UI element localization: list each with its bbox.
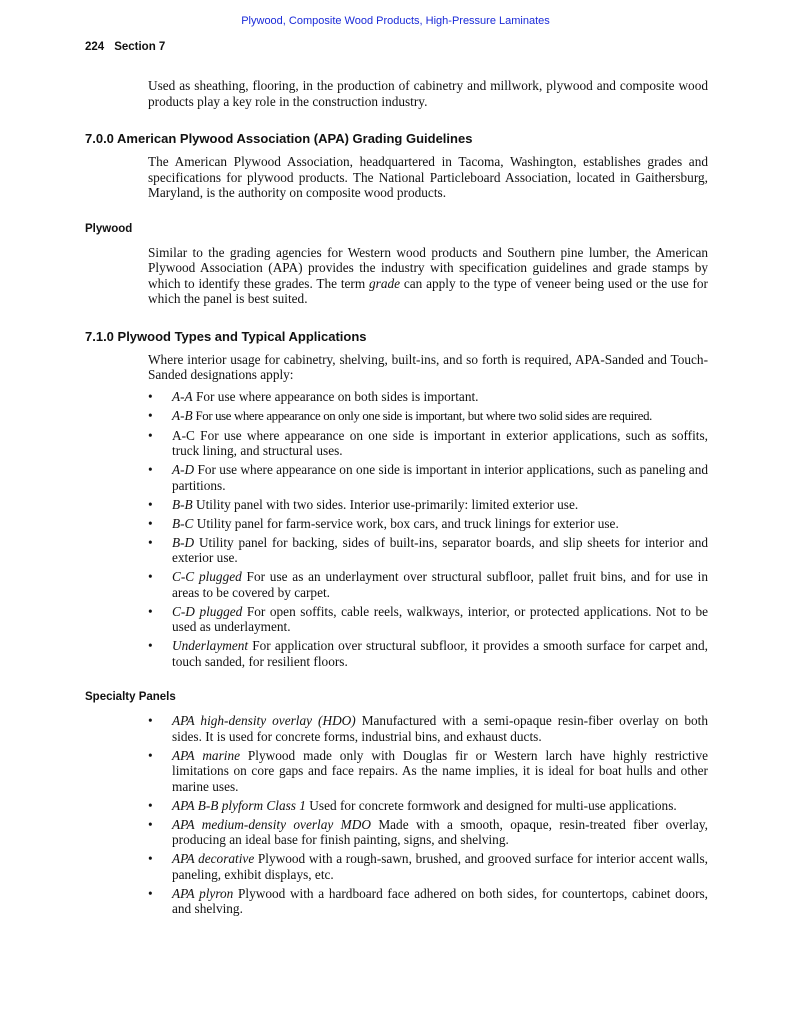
subheading-plywood: Plywood — [85, 222, 133, 235]
types-intro-paragraph: Where interior usage for cabinetry, shelving, built-ins, and so forth is required, APA-Sanded and Touch-Sanded designations apply: — [148, 351, 708, 382]
list-item — [148, 462, 708, 493]
list-item — [148, 516, 708, 532]
list-item — [148, 748, 708, 795]
list-item — [148, 817, 708, 848]
plywood-paragraph-part1: Similar to the grading agencies for Western wood products and Southern pine lumber, the American Plywood Association (APA) provides the industry with specification guidelines and grade stamps by which to identify these grades. The term — [148, 244, 708, 291]
list-item — [148, 798, 708, 814]
list-item-desc: For use where appearance on only one side is important, but where two solid sides are required. — [192, 408, 652, 423]
apa-paragraph: The American Plywood Association, headquartered in Tacoma, Washington, establishes grades and specifications for plywood products. The National Particleboard Association, located in Gaithersburg, Maryland, is the authority on composite wood products. — [148, 154, 708, 200]
plywood-paragraph — [148, 245, 708, 307]
list-item-desc: For use where appearance on one side is important in interior applications, such as paneling and partitions. — [172, 462, 708, 493]
list-item-desc: For use where appearance on both sides is important. — [192, 388, 479, 404]
list-item-desc: Utility panel with two sides. Interior use-primarily: limited exterior use. — [192, 496, 579, 512]
list-item — [148, 713, 708, 744]
section-label: Section 7 — [114, 41, 166, 53]
list-item-desc: Used for concrete formwork and designed for multi-use applications. — [305, 797, 677, 813]
list-item-term: APA high-density overlay (HDO) — [172, 713, 356, 728]
subheading-specialty-panels: Specialty Panels — [85, 691, 176, 703]
list-item-term: APA decorative — [172, 851, 255, 866]
list-item-desc: Plywood made only with Douglas fir or Western larch have highly restrictive limitations on core gaps and face repairs. As the name implies, it is ideal for boat hulls and other marine uses. — [172, 747, 708, 794]
grade-term: grade — [369, 275, 401, 291]
heading-7-0-0: 7.0.0 American Plywood Association (APA) Grading Guidelines — [85, 131, 473, 146]
page-number: 224 — [85, 41, 105, 53]
list-item — [148, 389, 708, 405]
list-item — [148, 638, 708, 669]
list-item-desc: For application over structural subfloor, it provides a smooth surface for carpet and, touch sanded, for resilient floors. — [172, 638, 708, 669]
list-item-desc: For open soffits, cable reels, walkways, interior, or protected applications. Not to be used as underlayment. — [172, 603, 709, 634]
list-item-term: C-C plugged — [172, 569, 242, 584]
list-item-term: B-C — [172, 515, 194, 531]
list-item-term: A-D — [172, 462, 195, 477]
list-item-desc: Plywood with a rough-sawn, brushed, and grooved surface for interior accent walls, paneling, exhibit displays, etc. — [172, 851, 708, 882]
list-item-term: APA plyron — [172, 885, 234, 901]
list-item — [148, 569, 708, 600]
plywood-types-list — [148, 389, 708, 670]
list-item-term: B-D — [172, 534, 195, 550]
intro-paragraph: Used as sheathing, flooring, in the production of cabinetry and millwork, plywood and composite wood products play a key role in the construction industry. — [148, 78, 708, 109]
list-item-term: C-D plugged — [172, 603, 243, 619]
page-header — [85, 41, 165, 53]
list-item-term: A-B — [172, 407, 193, 423]
list-item-term: A-A — [172, 388, 193, 404]
heading-7-1-0: 7.1.0 Plywood Types and Typical Applications — [85, 328, 367, 344]
list-item-term: Underlayment — [172, 638, 249, 653]
list-item — [148, 535, 708, 566]
list-item-term: APA marine — [172, 747, 240, 763]
list-item-term: APA medium-density overlay MDO — [172, 816, 371, 832]
list-item — [148, 408, 708, 425]
list-item-desc: Utility panel for backing, sides of built-ins, separator boards, and slip sheets for interior and exterior use. — [172, 534, 708, 565]
specialty-panels-list — [148, 713, 708, 917]
list-item-desc: Manufactured with a semi-opaque resin-fiber overlay on both sides. It is used for concrete forms, industrial bins, and exhaust ducts. — [172, 713, 708, 744]
plywood-paragraph-part2: can apply to the type of veneer being used or the use for which the panel is best suited. — [148, 275, 708, 306]
list-item-desc: Plywood with a hardboard face adhered on both sides, for countertops, cabinet doors, and shelving. — [172, 885, 708, 916]
list-item-term: APA B-B plyform Class 1 — [172, 797, 306, 813]
list-item-term: B-B — [172, 496, 193, 512]
list-item-desc: A-C For use where appearance on one side is important in exterior applications, such as soffits, truck lining, and structural uses. — [172, 427, 708, 458]
running-header-link[interactable]: Plywood, Composite Wood Products, High-Pressure Laminates — [241, 15, 550, 27]
list-item-desc: For use as an underlayment over structural subfloor, pallet fruit bins, and for use in areas to be covered by carpet. — [172, 569, 708, 600]
list-item — [148, 428, 708, 459]
list-item — [148, 604, 708, 635]
page-body — [85, 78, 708, 920]
list-item-desc: Made with a smooth, opaque, resin-treated fiber overlay, producing an ideal base for finish painting, signs, and shelving. — [172, 816, 708, 847]
list-item-desc: Utility panel for farm-service work, box cars, and truck linings for exterior use. — [193, 515, 619, 531]
list-item — [148, 851, 708, 882]
list-item — [148, 886, 708, 917]
list-item — [148, 497, 708, 513]
